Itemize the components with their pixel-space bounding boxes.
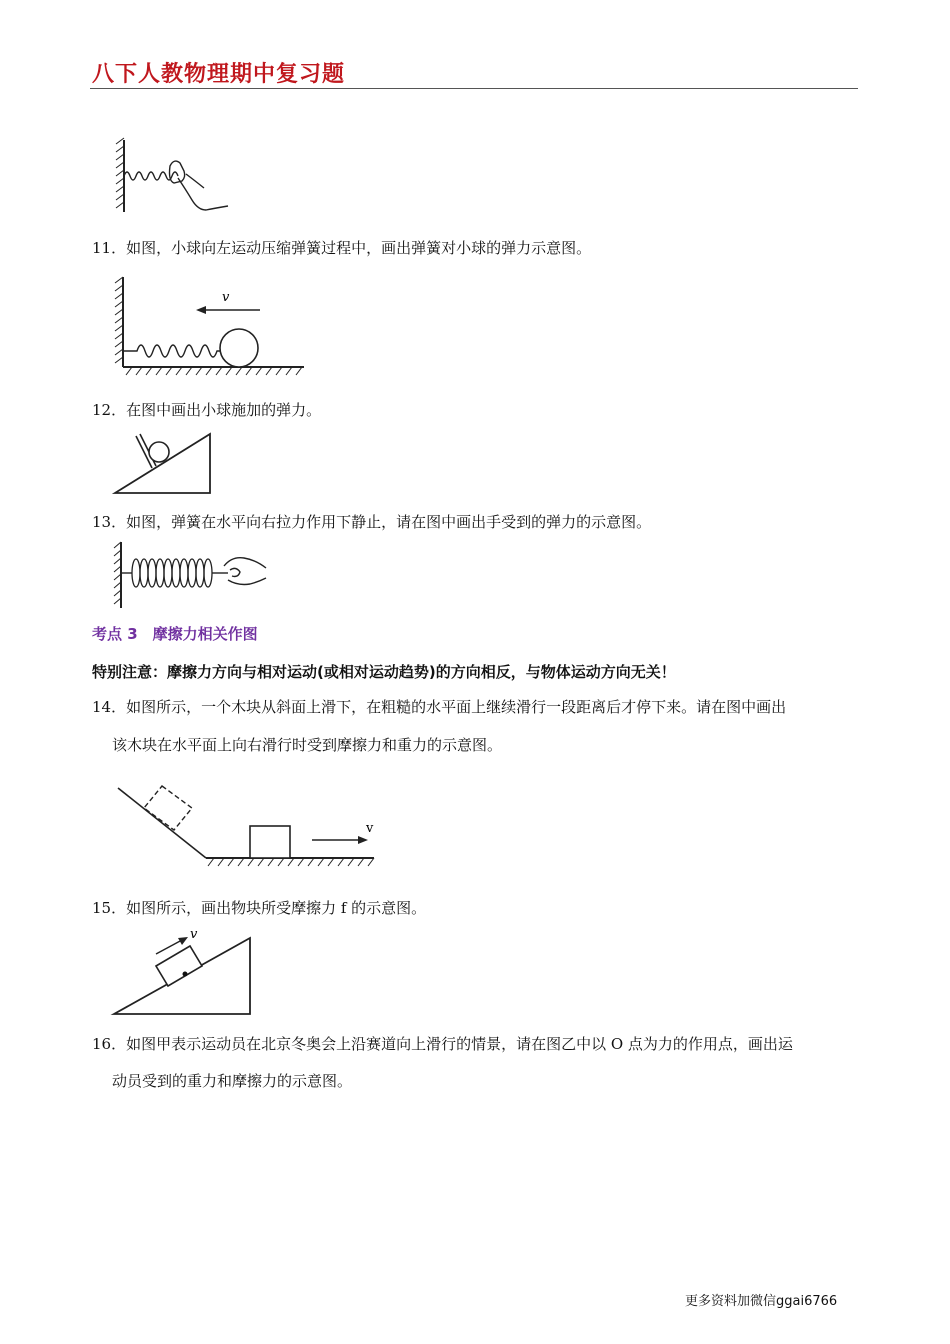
question-16-line1: 16．如图甲表示运动员在北京冬奥会上沿赛道向上滑行的情景，请在图乙中以 O 点为力的作用点，画出运 xyxy=(92,1035,793,1053)
question-14-line2: 该木块在水平面上向右滑行时受到摩擦力和重力的示意图。 xyxy=(112,736,503,754)
special-note: 特别注意：摩擦力方向与相对运动(或相对运动趋势)的方向相反，与物体运动方向无关！ xyxy=(92,663,676,681)
figure-spring-finger xyxy=(112,138,242,218)
figure-ball-spring xyxy=(112,275,312,380)
question-11: 11．如图，小球向左运动压缩弹簧过程中，画出弹簧对小球的弹力示意图。 xyxy=(92,239,592,257)
section-heading: 考点 3 摩擦力相关作图 xyxy=(92,625,258,643)
header-divider xyxy=(90,88,858,89)
question-15: 15．如图所示，画出物块所受摩擦力 f 的示意图。 xyxy=(92,899,427,917)
page-title: 八下人教物理期中复习题 xyxy=(92,62,346,87)
figure-block-incline xyxy=(112,928,257,1018)
question-16-line2: 动员受到的重力和摩擦力的示意图。 xyxy=(112,1072,353,1090)
question-13: 13．如图，弹簧在水平向右拉力作用下静止，请在图中画出手受到的弹力的示意图。 xyxy=(92,513,652,531)
question-12: 12．在图中画出小球施加的弹力。 xyxy=(92,401,322,419)
figure-ball-incline xyxy=(112,430,222,500)
question-14-line1: 14．如图所示，一个木块从斜面上滑下，在粗糙的水平面上继续滑行一段距离后才停下来。请在图中画出 xyxy=(92,698,787,716)
figure-block-slide xyxy=(112,782,382,872)
footer-note: 更多资料加微信ggai6766 xyxy=(685,1294,838,1309)
velocity-label: v xyxy=(222,290,230,305)
figure-spring-hand xyxy=(112,540,267,610)
velocity-label: v xyxy=(366,821,374,836)
velocity-label: v xyxy=(190,927,198,942)
